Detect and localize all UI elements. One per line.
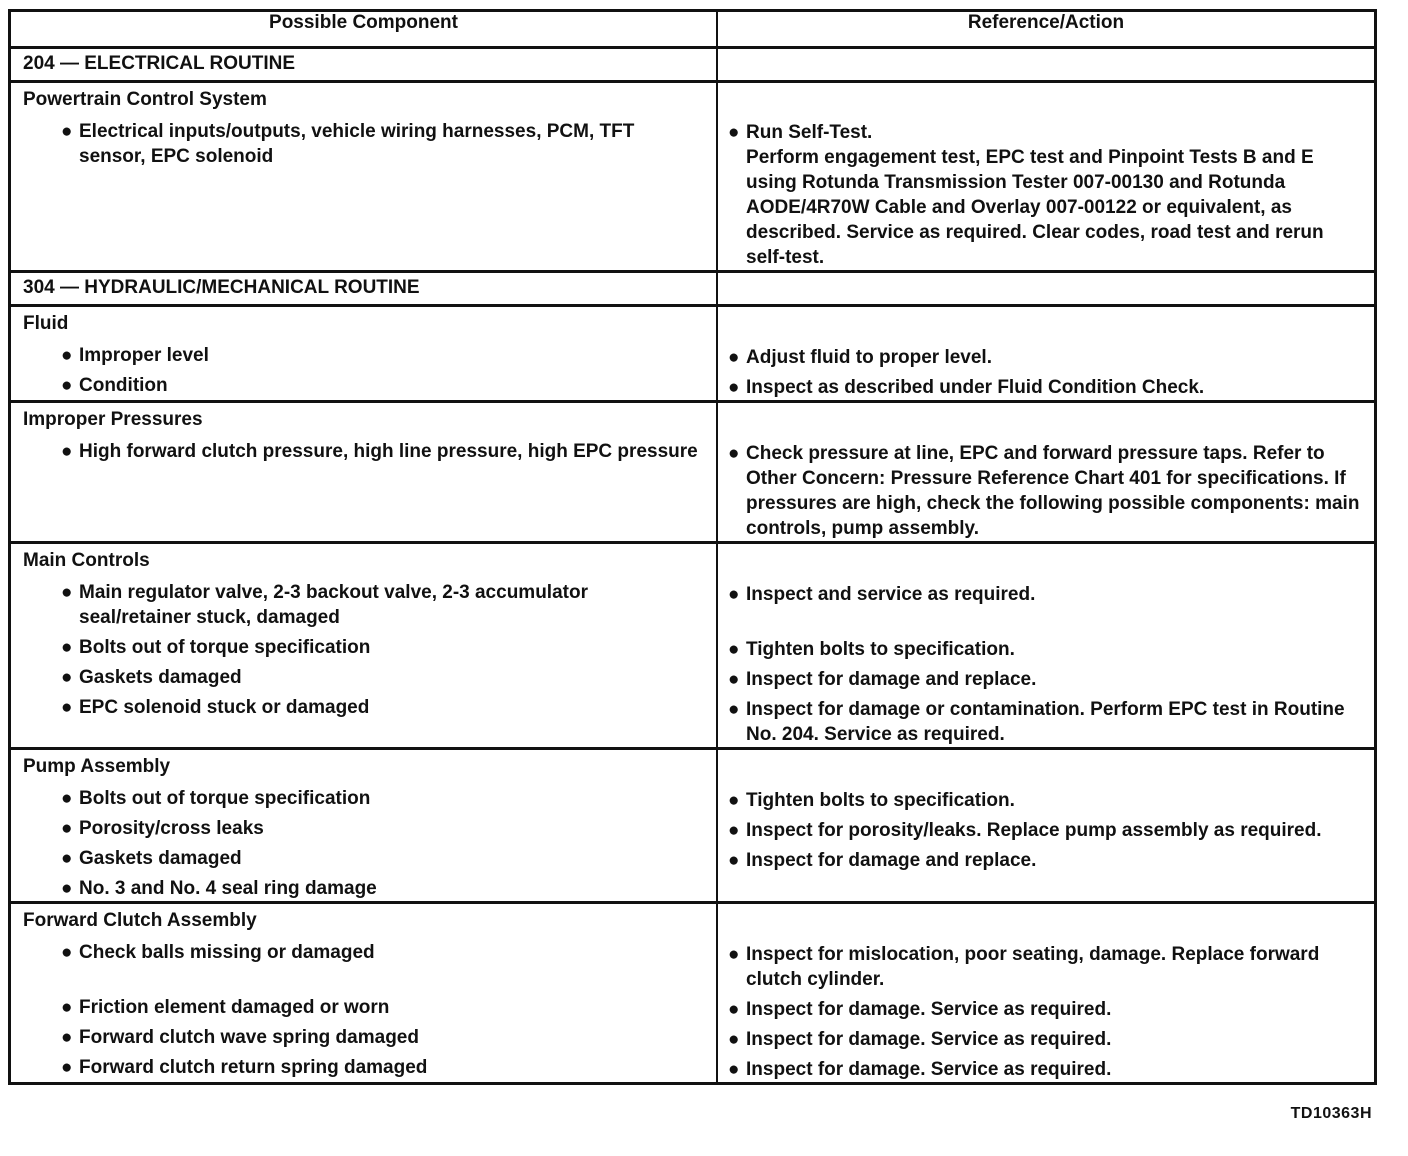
- component-item: ● Porosity/cross leaks: [61, 818, 264, 839]
- section-title: 304 — HYDRAULIC/MECHANICAL ROUTINE: [10, 272, 718, 306]
- bullet-icon: ●: [728, 669, 740, 690]
- bullet-icon: ●: [728, 699, 740, 720]
- section-row: [10, 272, 1376, 306]
- bullet-icon: ●: [61, 1057, 73, 1078]
- bullet-icon: ●: [61, 667, 73, 688]
- action-cell: [717, 402, 1375, 543]
- header-possible-component: Possible Component: [10, 11, 718, 48]
- component-item: ● Condition: [61, 375, 168, 396]
- bullet-icon: ●: [728, 347, 740, 368]
- action-item: ● Check pressure at line, EPC and forward pressure taps. Refer to Other Concern: Pressure Reference Chart 401 for specifications. If pressures are high, check the following possible components: main controls, pump assembly.: [728, 443, 1360, 539]
- group-title: Pump Assembly: [23, 756, 171, 777]
- action-item: ● Inspect as described under Fluid Condition Check.: [728, 377, 1205, 398]
- section-title: 204 — ELECTRICAL ROUTINE: [10, 48, 718, 82]
- group-row: [10, 82, 1376, 272]
- section-empty-cell: [717, 48, 1375, 82]
- bullet-icon: ●: [728, 999, 740, 1020]
- group-title: Powertrain Control System: [23, 89, 267, 110]
- component-item: ● EPC solenoid stuck or damaged: [61, 697, 370, 718]
- component-item: ● Gaskets damaged: [61, 667, 242, 688]
- action-item: ● Inspect for damage. Service as required.: [728, 1059, 1112, 1080]
- component-item: ● Improper level: [61, 345, 209, 366]
- figure-id: TD10363H: [1290, 1105, 1372, 1122]
- group-row: [10, 306, 1376, 402]
- action-item: ● Tighten bolts to specification.: [728, 790, 1015, 811]
- bullet-icon: ●: [728, 1059, 740, 1080]
- action-item: ● Inspect for damage and replace.: [728, 850, 1037, 871]
- bullet-icon: ●: [728, 820, 740, 841]
- bullet-icon: ●: [61, 345, 73, 366]
- action-cell: [717, 82, 1375, 272]
- bullet-icon: ●: [61, 582, 73, 603]
- component-item: ● Gaskets damaged: [61, 848, 242, 869]
- component-item: ● Forward clutch wave spring damaged: [61, 1027, 419, 1048]
- component-item: ● Electrical inputs/outputs, vehicle wiring harnesses, PCM, TFT sensor, EPC solenoid: [61, 121, 635, 167]
- diagnosis-table: [8, 9, 1377, 1085]
- section-row: [10, 48, 1376, 82]
- group-title: Fluid: [23, 313, 69, 334]
- group-row: [10, 543, 1376, 749]
- action-item: ● Tighten bolts to specification.: [728, 639, 1015, 660]
- bullet-icon: ●: [728, 944, 740, 965]
- group-title: Forward Clutch Assembly: [23, 910, 257, 931]
- action-item: ● Inspect for mislocation, poor seating, damage. Replace forward clutch cylinder.: [728, 944, 1320, 990]
- group-row: [10, 749, 1376, 903]
- header-reference-action: Reference/Action: [717, 11, 1375, 48]
- section-empty-cell: [717, 272, 1375, 306]
- bullet-icon: ●: [61, 997, 73, 1018]
- action-item: ● Inspect for damage. Service as required.: [728, 999, 1112, 1020]
- action-item: ● Inspect for damage or contamination. Perform EPC test in Routine No. 204. Service as required.: [728, 699, 1345, 745]
- component-item: ● Friction element damaged or worn: [61, 997, 390, 1018]
- bullet-icon: ●: [728, 122, 740, 143]
- action-cell: [717, 306, 1375, 402]
- bullet-icon: ●: [61, 942, 73, 963]
- component-cell: [10, 543, 718, 749]
- bullet-icon: ●: [61, 1027, 73, 1048]
- bullet-icon: ●: [61, 637, 73, 658]
- action-cell: [717, 749, 1375, 903]
- component-item: ● Forward clutch return spring damaged: [61, 1057, 428, 1078]
- bullet-icon: ●: [728, 377, 740, 398]
- action-item: ● Inspect for damage and replace.: [728, 669, 1037, 690]
- group-title: Main Controls: [23, 550, 150, 571]
- bullet-icon: ●: [728, 1029, 740, 1050]
- component-cell: [10, 82, 718, 272]
- action-cell: [717, 903, 1375, 1084]
- bullet-icon: ●: [61, 848, 73, 869]
- action-item: Perform engagement test, EPC test and Pinpoint Tests B and E using Rotunda Transmission Tester 007-00130 and Rotunda AODE/4R70W Cable and Overlay 007-00122 or equivalent, as described. Service as required. Clear codes, road test and rerun self-test.: [746, 147, 1324, 268]
- component-cell: [10, 306, 718, 402]
- bullet-icon: ●: [728, 639, 740, 660]
- bullet-icon: ●: [61, 878, 73, 899]
- component-cell: [10, 903, 718, 1084]
- component-item: ● Bolts out of torque specification: [61, 637, 371, 658]
- group-title: Improper Pressures: [23, 409, 203, 430]
- bullet-icon: ●: [61, 818, 73, 839]
- group-row: [10, 903, 1376, 1084]
- component-cell: [10, 402, 718, 543]
- component-cell: [10, 749, 718, 903]
- component-item: ● Check balls missing or damaged: [61, 942, 375, 963]
- bullet-icon: ●: [61, 375, 73, 396]
- action-item: ● Adjust fluid to proper level.: [728, 347, 992, 368]
- group-row: [10, 402, 1376, 543]
- action-item: ● Run Self-Test.: [728, 122, 873, 143]
- component-item: ● Bolts out of torque specification: [61, 788, 371, 809]
- bullet-icon: ●: [61, 697, 73, 718]
- bullet-icon: ●: [61, 121, 73, 142]
- action-cell: [717, 543, 1375, 749]
- component-item: ● High forward clutch pressure, high line pressure, high EPC pressure: [61, 441, 698, 462]
- component-item: ● Main regulator valve, 2-3 backout valve, 2-3 accumulator seal/retainer stuck, damaged: [61, 582, 588, 628]
- action-item: ● Inspect for porosity/leaks. Replace pump assembly as required.: [728, 820, 1322, 841]
- bullet-icon: ●: [728, 443, 740, 464]
- bullet-icon: ●: [728, 850, 740, 871]
- bullet-icon: ●: [61, 441, 73, 462]
- action-item: ● Inspect for damage. Service as required.: [728, 1029, 1112, 1050]
- bullet-icon: ●: [728, 790, 740, 811]
- action-item: ● Inspect and service as required.: [728, 584, 1036, 605]
- bullet-icon: ●: [61, 788, 73, 809]
- component-item: ● No. 3 and No. 4 seal ring damage: [61, 878, 377, 899]
- bullet-icon: ●: [728, 584, 740, 605]
